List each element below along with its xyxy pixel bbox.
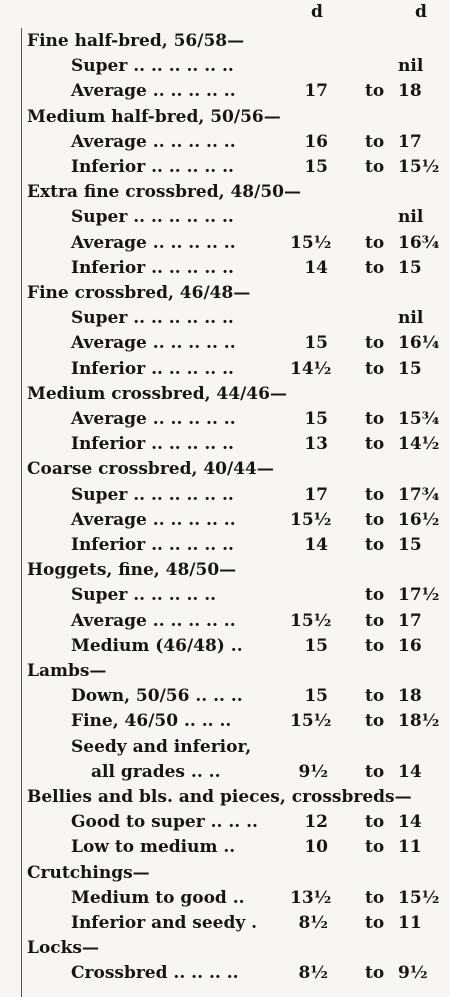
grade-label: Super .. .. .. .. .. .. — [71, 207, 234, 228]
price-low: 17 — [304, 81, 328, 102]
price-high: 17 — [398, 610, 422, 631]
price-high: 14 — [398, 812, 422, 833]
price-high: 16¼ — [398, 333, 440, 354]
price-low: 10 — [304, 837, 328, 858]
category-label: Fine crossbred, 46/48— — [27, 283, 251, 303]
category-label: Lambs— — [27, 661, 107, 681]
grade-label: Super .. .. .. .. .. — [71, 585, 217, 606]
grade-label: Average .. .. .. .. .. — [71, 409, 236, 429]
grade-label: Inferior .. .. .. .. .. — [71, 157, 234, 177]
price-low: 14½ — [290, 358, 332, 379]
grade-row — [0, 330, 450, 356]
price-high: 15 — [398, 535, 422, 555]
grade-row — [0, 759, 450, 785]
price-high: nil — [398, 207, 424, 228]
grade-row — [0, 960, 450, 986]
price-high: nil — [398, 308, 424, 329]
grade-row — [0, 230, 450, 256]
price-low: 13 — [304, 434, 328, 455]
grade-label: Crossbred .. .. .. .. — [71, 963, 239, 984]
category-row — [0, 557, 450, 583]
category-label: Coarse crossbred, 40/44— — [27, 459, 274, 480]
category-label: Locks— — [27, 938, 99, 959]
price-to: to — [365, 913, 385, 933]
price-low: 17 — [304, 484, 328, 505]
grade-row — [0, 910, 450, 936]
price-low: 15 — [304, 157, 328, 177]
grade-row — [0, 633, 450, 659]
grade-label: Average .. .. .. .. .. — [71, 610, 236, 631]
price-to: to — [365, 81, 385, 102]
grade-label: Inferior .. .. .. .. .. — [71, 358, 234, 379]
price-low: 15½ — [290, 610, 332, 631]
price-to: to — [365, 157, 385, 177]
price-to: to — [365, 585, 385, 606]
category-row — [0, 381, 450, 407]
category-row — [0, 658, 450, 684]
price-to: to — [365, 333, 385, 354]
grade-label: Low to medium .. — [71, 837, 236, 858]
grade-row — [0, 683, 450, 709]
price-to: to — [365, 232, 385, 253]
category-row — [0, 456, 450, 482]
price-to: to — [365, 812, 385, 833]
price-to: to — [365, 131, 385, 152]
price-low: 16 — [304, 131, 328, 152]
grade-label: Medium to good .. — [71, 887, 245, 908]
price-to: to — [365, 837, 385, 858]
grade-row — [0, 734, 450, 760]
grade-row — [0, 708, 450, 734]
grade-row — [0, 809, 450, 835]
price-high: 16¾ — [398, 232, 440, 253]
price-low: 15 — [304, 635, 328, 656]
price-low: 14 — [304, 535, 328, 555]
price-to: to — [365, 484, 385, 505]
category-label: Crutchings— — [27, 862, 150, 883]
grade-label: Inferior .. .. .. .. .. — [71, 257, 234, 278]
category-label: Hoggets, fine, 48/50— — [27, 560, 237, 581]
price-high: 18 — [398, 686, 422, 707]
price-low: 8½ — [298, 963, 328, 984]
grade-label: Fine, 46/50 .. .. .. — [71, 711, 232, 732]
price-high: nil — [398, 56, 424, 77]
category-label: Fine half-bred, 56/58— — [27, 31, 245, 51]
price-to: to — [365, 761, 385, 782]
price-to: to — [365, 434, 385, 455]
category-row — [0, 104, 450, 130]
grade-label: Super .. .. .. .. .. .. — [71, 308, 234, 329]
grade-label: Medium (46/48) .. — [71, 635, 243, 656]
grade-label: Good to super .. .. .. — [71, 812, 258, 833]
category-row — [0, 280, 450, 306]
price-to: to — [365, 610, 385, 631]
grade-label: Average .. .. .. .. .. — [71, 232, 236, 253]
grade-row — [0, 532, 450, 558]
price-to: to — [365, 257, 385, 278]
grade-row — [0, 204, 450, 230]
category-row — [0, 860, 450, 886]
price-low: 9½ — [298, 761, 328, 782]
pence-column-header-low: d — [311, 2, 323, 22]
grade-row — [0, 582, 450, 608]
pence-column-header-high: d — [415, 2, 427, 22]
category-label: Extra fine crossbred, 48/50— — [27, 182, 301, 203]
grade-label: all grades .. .. — [91, 761, 221, 782]
price-high: 18½ — [398, 711, 440, 732]
price-high: 17¾ — [398, 484, 440, 505]
grade-row — [0, 834, 450, 860]
category-row — [0, 28, 450, 54]
price-high: 15½ — [398, 887, 440, 908]
price-to: to — [365, 409, 385, 429]
category-row — [0, 784, 450, 810]
price-high: 18 — [398, 81, 422, 102]
grade-label: Down, 50/56 .. .. .. — [71, 686, 243, 707]
category-row — [0, 179, 450, 205]
category-label: Medium crossbred, 44/46— — [27, 383, 287, 404]
category-label: Bellies and bls. and pieces, crossbreds— — [27, 787, 412, 807]
price-low: 15 — [304, 333, 328, 354]
price-low: 8½ — [298, 913, 328, 933]
grade-label: Super .. .. .. .. .. .. — [71, 56, 234, 77]
price-high: 16 — [398, 635, 422, 656]
grade-row — [0, 53, 450, 79]
price-high: 17 — [398, 131, 422, 152]
grade-row — [0, 78, 450, 104]
grade-label: Average .. .. .. .. .. — [71, 81, 236, 102]
price-to: to — [365, 635, 385, 656]
price-to: to — [365, 535, 385, 555]
price-low: 15 — [304, 409, 328, 429]
grade-label: Average .. .. .. .. .. — [71, 333, 236, 354]
price-high: 15½ — [398, 157, 440, 177]
grade-row — [0, 406, 450, 432]
grade-row — [0, 431, 450, 457]
price-low: 12 — [304, 812, 328, 833]
category-label: Medium half-bred, 50/56— — [27, 106, 281, 127]
price-to: to — [365, 887, 385, 908]
price-high: 11 — [398, 837, 422, 858]
price-low: 15½ — [290, 509, 332, 530]
grade-row — [0, 885, 450, 911]
price-to: to — [365, 509, 385, 530]
grade-label: Super .. .. .. .. .. .. — [71, 484, 234, 505]
price-high: 17½ — [398, 585, 440, 606]
price-low: 14 — [304, 257, 328, 278]
price-high: 11 — [398, 913, 422, 933]
price-high: 9½ — [398, 963, 428, 984]
grade-label: Inferior .. .. .. .. .. — [71, 434, 234, 455]
grade-row — [0, 482, 450, 508]
grade-row — [0, 608, 450, 634]
grade-row — [0, 129, 450, 155]
price-high: 14½ — [398, 434, 440, 455]
grade-row — [0, 507, 450, 533]
grade-label: Average .. .. .. .. .. — [71, 131, 236, 152]
price-to: to — [365, 358, 385, 379]
price-low: 15 — [304, 686, 328, 707]
grade-row — [0, 255, 450, 281]
price-high: 15 — [398, 257, 422, 278]
price-high: 16½ — [398, 509, 440, 530]
grade-row — [0, 305, 450, 331]
price-high: 14 — [398, 761, 422, 782]
category-row — [0, 935, 450, 961]
grade-label: Average .. .. .. .. .. — [71, 509, 236, 530]
grade-label: Seedy and inferior, — [71, 736, 252, 757]
price-low: 15½ — [290, 232, 332, 253]
price-to: to — [365, 686, 385, 707]
grade-row — [0, 356, 450, 382]
grade-label: Inferior .. .. .. .. .. — [71, 535, 234, 555]
grade-row — [0, 154, 450, 180]
price-low: 15½ — [290, 711, 332, 732]
price-to: to — [365, 711, 385, 732]
price-to: to — [365, 963, 385, 984]
price-low: 13½ — [290, 887, 332, 908]
price-high: 15¾ — [398, 409, 440, 429]
grade-label: Inferior and seedy . — [71, 913, 258, 933]
price-high: 15 — [398, 358, 422, 379]
